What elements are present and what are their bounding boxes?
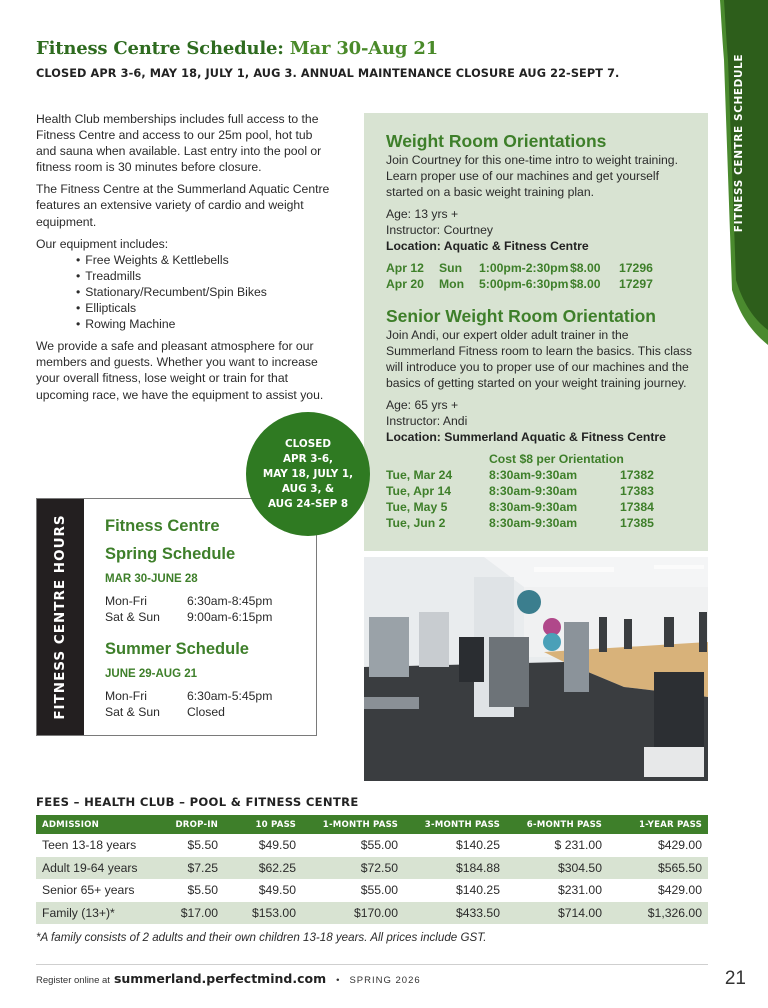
equipment-list	[76, 252, 336, 332]
table-cell: $1,326.00	[608, 902, 708, 925]
weight-room-sessions	[386, 260, 696, 292]
table-cell: $140.25	[455, 838, 500, 853]
table-row	[36, 857, 708, 880]
weight-room-age: Age: 13 yrs +	[386, 207, 459, 221]
page-title-dates: Mar 30-Aug 21	[289, 38, 438, 59]
table-cell: $429.00	[657, 838, 702, 853]
column-header: 6-MONTH PASS	[506, 815, 608, 834]
gym-photo-illustration	[364, 557, 708, 781]
badge-line: AUG 3, &	[281, 482, 335, 495]
spring-schedule-range: MAR 30-JUNE 28	[105, 573, 198, 585]
equipment-heading: Our equipment includes:	[36, 236, 169, 251]
table-cell: $5.50	[187, 838, 218, 853]
weight-room-description: Join Courtney for this one-time intro to weight training. Learn proper use of our machines and get yourself started on a basic weight training plan.	[386, 153, 678, 199]
table-cell: $62.25	[224, 857, 302, 880]
column-header: 3-MONTH PASS	[404, 815, 506, 834]
session-price: $8.00	[570, 277, 601, 291]
table-cell: $55.00	[360, 883, 398, 898]
senior-sessions	[386, 451, 696, 531]
fitness-centre-photo	[364, 557, 708, 781]
session-row	[386, 515, 696, 531]
footer-separator: •	[336, 975, 340, 986]
session-time: 8:30am-9:30am	[489, 516, 578, 530]
table-cell: Family (13+)*	[36, 902, 156, 925]
table-cell: $433.50	[404, 902, 506, 925]
senior-weight-room-age: Age: 65 yrs +	[386, 398, 459, 412]
session-row	[386, 483, 696, 499]
session-code: 17382	[620, 468, 654, 482]
hours-days: Sat & Sun	[105, 705, 160, 719]
weight-room-location: Location: Aquatic & Fitness Centre	[386, 239, 589, 253]
equipment-item: • Stationary/Recumbent/Spin Bikes	[76, 284, 336, 300]
session-row	[386, 260, 696, 276]
table-cell: $153.00	[224, 902, 302, 925]
table-cell: $5.50	[187, 883, 218, 898]
badge-line: APR 3-6,	[283, 452, 333, 465]
hours-content	[105, 512, 305, 720]
table-cell: $72.50	[302, 857, 404, 880]
session-row	[386, 467, 696, 483]
session-date: Tue, Apr 14	[386, 484, 452, 498]
fitness-centre-hours-box	[36, 498, 317, 736]
page-number: 21	[724, 968, 746, 989]
footer-divider	[36, 964, 708, 965]
column-header: 1-YEAR PASS	[608, 815, 708, 834]
weight-room-section	[386, 130, 696, 292]
fees-footnote: *A family consists of 2 adults and their own children 13-18 years. All prices include GST.	[36, 931, 487, 944]
fees-title: FEES – HEALTH CLUB – POOL & FITNESS CENTRE	[36, 795, 359, 809]
session-code: 17385	[620, 516, 654, 530]
equipment-item: • Rowing Machine	[76, 316, 336, 332]
intro-paragraph: We provide a safe and pleasant atmosphere for our members and guests. Whether you want to increase your overall fitness, lose weight or train for that upcoming race, we have the equipment to assist you.	[36, 339, 324, 402]
session-time: 8:30am-9:30am	[489, 468, 578, 482]
hours-row	[105, 688, 305, 704]
senior-weight-room-title: Senior Weight Room Orientation	[386, 306, 656, 326]
column-header: 1-MONTH PASS	[302, 815, 404, 834]
side-tab-label: FITNESS CENTRE SCHEDULE	[733, 53, 745, 233]
session-date: Apr 12	[386, 261, 424, 275]
intro-section	[36, 111, 336, 409]
table-cell: $184.88	[404, 857, 506, 880]
fees-table	[36, 815, 708, 924]
senior-weight-room-location: Location: Summerland Aquatic & Fitness Centre	[386, 430, 666, 444]
session-row	[386, 276, 696, 292]
hours-row	[105, 704, 305, 720]
fees-header-row	[36, 815, 708, 834]
session-time: 1:00pm-2:30pm	[479, 261, 569, 275]
equipment-item: • Treadmills	[76, 268, 336, 284]
table-cell: $55.00	[360, 838, 398, 853]
column-header: DROP-IN	[156, 815, 224, 834]
session-row	[386, 499, 696, 515]
badge-line: CLOSED	[285, 437, 331, 450]
hours-time: 6:30am-5:45pm	[187, 689, 273, 703]
session-date: Apr 20	[386, 277, 424, 291]
session-time: 8:30am-9:30am	[489, 484, 578, 498]
session-date: Tue, Jun 2	[386, 516, 446, 530]
weight-room-instructor: Instructor: Courtney	[386, 223, 494, 237]
table-cell: Senior 65+ years	[42, 883, 135, 898]
register-link[interactable]: summerland.perfectmind.com	[113, 971, 327, 986]
season-label: SPRING 2026	[349, 975, 421, 986]
weight-room-title: Weight Room Orientations	[386, 131, 607, 151]
column-header: 10 PASS	[224, 815, 302, 834]
intro-paragraph: The Fitness Centre at the Summerland Aquatic Centre features an extensive variety of cardio and weight equipment.	[36, 182, 330, 229]
session-code: 17384	[620, 500, 654, 514]
table-cell: $714.00	[506, 902, 608, 925]
badge-line: MAY 18, JULY 1,	[262, 467, 354, 480]
table-cell: Adult 19-64 years	[36, 857, 156, 880]
hours-title: Fitness Centre	[105, 517, 220, 535]
hours-time: 9:00am-6:15pm	[187, 610, 273, 624]
column-header: ADMISSION	[36, 815, 156, 834]
table-cell: $304.50	[506, 857, 608, 880]
hours-time: 6:30am-8:45pm	[187, 594, 273, 608]
closed-dates-badge	[246, 412, 370, 536]
cost-note: Cost $8 per Orientation	[489, 452, 624, 466]
table-cell: $231.00	[557, 883, 602, 898]
hours-side-bar	[37, 499, 84, 735]
session-code: 17296	[619, 261, 653, 275]
hours-side-label: FITNESS CENTRE HOURS	[52, 514, 68, 720]
table-cell: $49.50	[258, 883, 296, 898]
intro-paragraph: Health Club memberships includes full access to the Fitness Centre and access to our 25m pool, hot tub and sauna when available. Last entry into the pool or fitness room is 30 minutes before closure.	[36, 112, 322, 175]
session-time: 8:30am-9:30am	[489, 500, 578, 514]
session-code: 17297	[619, 277, 653, 291]
session-day: Sun	[439, 261, 463, 275]
table-cell: Teen 13-18 years	[42, 838, 137, 853]
session-date: Tue, Mar 24	[386, 468, 453, 482]
hours-days: Mon-Fri	[105, 594, 147, 608]
session-date: Tue, May 5	[386, 500, 448, 514]
table-cell: $17.00	[156, 902, 224, 925]
summer-schedule-title: Summer Schedule	[105, 640, 249, 658]
hours-time: Closed	[187, 705, 225, 719]
equipment-item: • Ellipticals	[76, 300, 336, 316]
session-code: 17383	[620, 484, 654, 498]
page-title-text: Fitness Centre Schedule:	[36, 38, 284, 59]
session-day: Mon	[439, 277, 465, 291]
session-price: $8.00	[570, 261, 601, 275]
senior-weight-room-description: Join Andi, our expert older adult trainer in the Summerland Fitness room to learn the basics. This class will introduce you to proper use of our machines and the basics of getting started on your weight training journey.	[386, 328, 692, 390]
table-row	[36, 834, 708, 857]
summer-schedule-range: JUNE 29-AUG 21	[105, 668, 198, 680]
senior-weight-room-instructor: Instructor: Andi	[386, 414, 468, 428]
session-time: 5:00pm-6:30pm	[479, 277, 569, 291]
table-cell: $ 231.00	[554, 838, 602, 853]
spring-schedule-title: Spring Schedule	[105, 545, 236, 563]
badge-line: AUG 24-SEP 8	[267, 497, 349, 510]
table-cell: $565.50	[608, 857, 708, 880]
table-cell: $429.00	[657, 883, 702, 898]
hours-days: Sat & Sun	[105, 610, 160, 624]
table-cell: $140.25	[455, 883, 500, 898]
equipment-item: • Free Weights & Kettlebells	[76, 252, 336, 268]
closure-notice: CLOSED APR 3-6, MAY 18, JULY 1, AUG 3. ANNUAL MAINTENANCE CLOSURE AUG 22-SEPT 7.	[36, 67, 620, 80]
page-title	[36, 38, 438, 59]
table-cell: $49.50	[258, 838, 296, 853]
hours-row	[105, 593, 305, 609]
senior-weight-room-section	[386, 305, 696, 531]
hours-row	[105, 609, 305, 625]
section-side-tab	[710, 0, 768, 345]
register-prefix: Register online at	[36, 975, 110, 986]
table-row	[36, 902, 708, 925]
table-cell: $170.00	[302, 902, 404, 925]
table-row	[36, 879, 708, 902]
hours-days: Mon-Fri	[105, 689, 147, 703]
page-footer	[36, 971, 421, 986]
table-cell: $7.25	[156, 857, 224, 880]
